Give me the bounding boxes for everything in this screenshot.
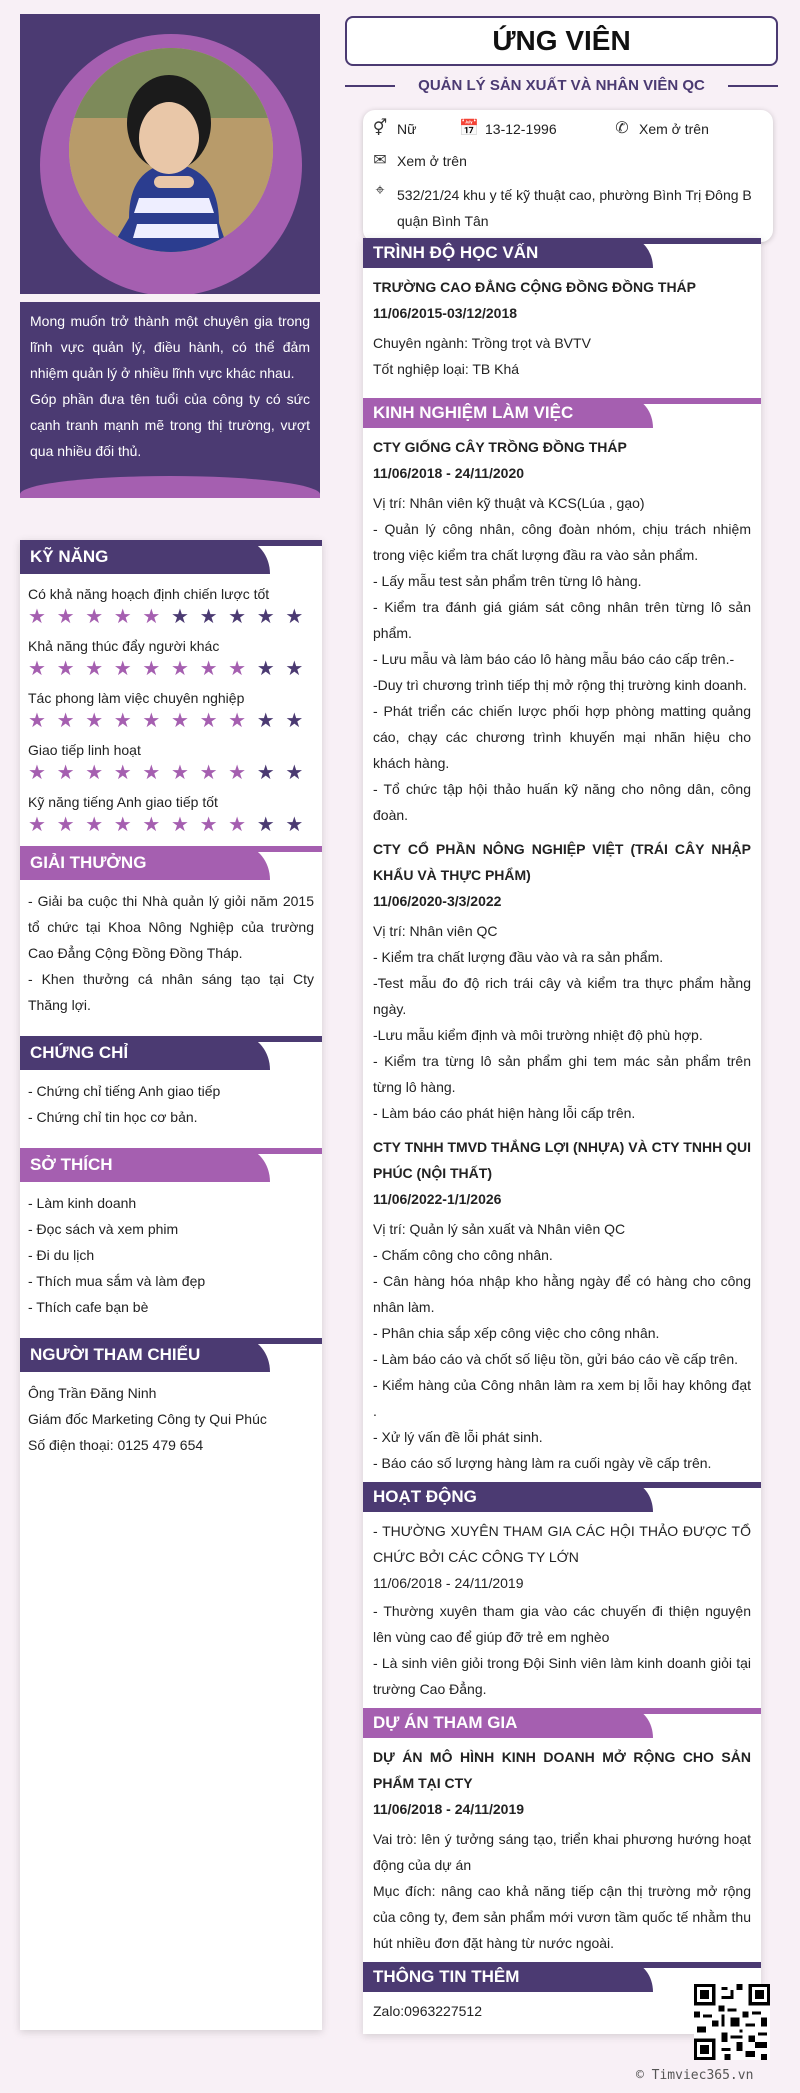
certificate-item: - Chứng chỉ tin học cơ bản.	[28, 1109, 198, 1125]
career-objective	[20, 302, 320, 498]
right-panel	[363, 238, 761, 2034]
job-detail: Vị trí: Quản lý sản xuất và Nhân viên QC	[373, 1221, 626, 1237]
star-icon: ★	[285, 658, 304, 680]
project-period: 11/06/2018 - 24/11/2019	[373, 1801, 525, 1817]
activity-period: 11/06/2018 - 24/11/2019	[373, 1575, 524, 1591]
job-title-row	[345, 72, 778, 100]
star-icon: ★	[285, 710, 304, 732]
job-detail: Vị trí: Nhân viên QC	[373, 923, 498, 939]
star-icon: ★	[256, 658, 275, 680]
star-icon: ★	[113, 814, 132, 836]
skill-rating	[28, 606, 314, 628]
calendar-icon: 📅	[459, 120, 479, 137]
reference-line: Ông Trần Đăng Ninh	[28, 1385, 157, 1401]
hobby-item: - Đọc sách và xem phim	[28, 1221, 179, 1237]
star-icon: ★	[56, 658, 75, 680]
education-line: Tốt nghiệp loại: TB Khá	[373, 361, 520, 377]
job-title: QUẢN LÝ SẢN XUẤT VÀ NHÂN VIÊN QC	[418, 77, 705, 94]
project-line: Vai trò: lên ý tưởng sáng tạo, triển khai phương hướng hoạt động của dự án	[373, 1831, 751, 1873]
star-icon: ★	[142, 762, 161, 784]
section-header-hobbies: SỞ THÍCH	[20, 1148, 322, 1182]
project-line: Mục đích: nâng cao khả năng tiếp cận thị trường mở rộng của công ty, đem sản phẩm mới vươn tầm quốc tế nhằm thu hút nhiều đơn đặt hàng từ nước ngoài.	[373, 1883, 751, 1951]
objective-line: Góp phần đưa tên tuổi của công ty có sức cạnh tranh mạnh mẽ trong thị trường, vượt qua nhiều đối thủ.	[30, 391, 310, 459]
job-detail: - Làm báo cáo và chốt số liệu tồn, gửi báo cáo về cấp trên.	[373, 1351, 739, 1367]
job-detail: - Phân chia sắp xếp công việc cho công nhân.	[373, 1325, 660, 1341]
award-item: - Khen thưởng cá nhân sáng tạo tại Cty Thăng lợi.	[28, 971, 314, 1013]
star-icon: ★	[113, 658, 132, 680]
award-item: - Giải ba cuộc thi Nhà quản lý giỏi năm 2015 tổ chức tại Khoa Nông Nghiệp của trường Cao Đẳng Cộng Đồng Đồng Tháp.	[28, 893, 314, 961]
skill-rating	[28, 710, 314, 732]
awards-list	[20, 888, 322, 1018]
star-icon: ★	[170, 606, 189, 628]
skill-rating	[28, 658, 314, 680]
experience-section	[363, 428, 761, 1482]
education-period: 11/06/2015-03/12/2018	[373, 305, 518, 321]
activity-line: - Là sinh viên giỏi trong Đội Sinh viên làm kinh doanh giỏi tại trường Cao Đẳng.	[373, 1655, 751, 1697]
star-icon: ★	[28, 710, 46, 732]
star-icon: ★	[28, 658, 46, 680]
projects-section	[363, 1738, 761, 1962]
star-icon: ★	[85, 762, 104, 784]
gender-value: Nữ	[397, 121, 417, 137]
certificate-item: - Chứng chỉ tiếng Anh giao tiếp	[28, 1083, 221, 1099]
star-icon: ★	[228, 606, 247, 628]
star-icon: ★	[85, 814, 104, 836]
reference-line: Số điện thoại: 0125 479 654	[28, 1437, 204, 1453]
footer-watermark: © Timviec365.vn	[636, 2068, 754, 2083]
star-icon: ★	[285, 814, 304, 836]
hobby-item: - Thích mua sắm và làm đẹp	[28, 1273, 206, 1289]
job-detail: - Lưu mẫu và làm báo cáo lô hàng mẫu báo cáo cấp trên.-	[373, 651, 735, 667]
skill-name: Tác phong làm việc chuyên nghiệp	[28, 690, 245, 706]
hobby-item: - Làm kinh doanh	[28, 1195, 137, 1211]
star-icon: ★	[170, 814, 189, 836]
section-header-more-info: THÔNG TIN THÊM	[363, 1962, 761, 1992]
qr-code-icon	[694, 1984, 770, 2060]
star-icon: ★	[113, 606, 132, 628]
section-header-certificates: CHỨNG CHỈ	[20, 1036, 322, 1070]
reference-line: Giám đốc Marketing Công ty Qui Phúc	[28, 1411, 267, 1427]
hobby-item: - Đi du lịch	[28, 1247, 95, 1263]
skill-rating	[28, 814, 314, 836]
hobbies-list	[20, 1190, 322, 1320]
star-icon: ★	[256, 710, 275, 732]
star-icon: ★	[199, 658, 218, 680]
phone-icon: ✆	[615, 120, 629, 137]
skill-name: Kỹ năng tiếng Anh giao tiếp tốt	[28, 794, 218, 810]
company-name: CTY TNHH TMVD THẮNG LỢI (NHỰA) VÀ CTY TNHH QUI PHÚC (NỘI THẤT)	[373, 1139, 751, 1181]
star-icon: ★	[56, 814, 75, 836]
star-icon: ★	[170, 710, 189, 732]
hobby-item: - Thích cafe bạn bè	[28, 1299, 149, 1315]
star-icon: ★	[256, 762, 275, 784]
contact-card	[363, 110, 773, 242]
dob-value: 13-12-1996	[485, 121, 557, 137]
decorative-wave	[20, 476, 320, 498]
star-icon: ★	[256, 814, 275, 836]
section-header-activities: HOẠT ĐỘNG	[363, 1482, 761, 1512]
job-detail: - Làm báo cáo phát hiện hàng lỗi cấp trên.	[373, 1105, 636, 1121]
activities-section	[363, 1512, 761, 1708]
section-header-awards: GIẢI THƯỞNG	[20, 846, 322, 880]
star-icon: ★	[142, 606, 161, 628]
star-icon: ★	[170, 762, 189, 784]
star-icon: ★	[285, 606, 304, 628]
references-list	[20, 1380, 322, 1458]
section-header-projects: DỰ ÁN THAM GIA	[363, 1708, 761, 1738]
job-period: 11/06/2018 - 24/11/2020	[373, 465, 525, 481]
email-icon: ✉	[373, 152, 387, 169]
star-icon: ★	[142, 710, 161, 732]
skill-name: Khả năng thúc đẩy người khác	[28, 638, 220, 654]
phone-value[interactable]: Xem ở trên	[639, 121, 709, 137]
job-detail: - Quản lý công nhân, công đoàn nhóm, chịu trách nhiệm trong việc kiểm tra chất lượng đầu ra vào sản phẩm.	[373, 521, 751, 563]
job-detail: - Kiểm tra chất lượng đầu vào và ra sản phẩm.	[373, 949, 664, 965]
company-name: CTY CỔ PHẦN NÔNG NGHIỆP VIỆT (TRÁI CÂY NHẬP KHẨU VÀ THỰC PHẨM)	[373, 841, 751, 883]
job-detail: - Kiểm hàng của Công nhân làm ra xem bị lỗi hay không đạt .	[373, 1377, 751, 1419]
job-detail: - Chấm công cho công nhân.	[373, 1247, 553, 1263]
gender-icon: ⚥	[372, 120, 388, 137]
left-panel	[20, 540, 322, 2030]
activity-heading: - THƯỜNG XUYÊN THAM GIA CÁC HỘI THẢO ĐƯỢC TỔ CHỨC BỞI CÁC CÔNG TY LỚN	[373, 1523, 751, 1565]
section-header-references: NGƯỜI THAM CHIẾU	[20, 1338, 322, 1372]
job-detail: - Kiểm tra từng lô sản phẩm ghi tem mác sản phẩm trên từng lô hàng.	[373, 1053, 751, 1095]
star-icon: ★	[85, 606, 104, 628]
star-icon: ★	[56, 606, 75, 628]
zalo-contact: Zalo:0963227512	[373, 2003, 482, 2019]
job-detail: - Tổ chức tập hội thảo huấn kỹ năng cho nông dân, công đoàn.	[373, 781, 751, 823]
avatar-panel	[20, 14, 320, 294]
star-icon: ★	[85, 710, 104, 732]
star-icon: ★	[113, 710, 132, 732]
skills-list	[20, 582, 322, 836]
candidate-name: ỨNG VIÊN	[345, 16, 778, 66]
address-line: quận Bình Tân	[397, 213, 489, 229]
star-icon: ★	[199, 606, 218, 628]
job-detail: - Kiểm tra đánh giá giám sát công nhân trên từng lô sản phẩm.	[373, 599, 751, 641]
education-section	[363, 268, 761, 388]
job-detail: -Lưu mẫu kiểm định và môi trường nhiệt độ phù hợp.	[373, 1027, 703, 1043]
avatar	[69, 48, 273, 252]
section-header-skills: KỸ NĂNG	[20, 540, 322, 574]
star-icon: ★	[199, 710, 218, 732]
star-icon: ★	[256, 606, 275, 628]
school-name: TRƯỜNG CAO ĐẲNG CỘNG ĐỒNG ĐỒNG THÁP	[373, 279, 696, 295]
job-detail: -Test mẫu đo độ rich trái cây và kiểm tra thực phẩm hằng ngày.	[373, 975, 751, 1017]
section-header-education: TRÌNH ĐỘ HỌC VẤN	[363, 238, 761, 268]
project-name: DỰ ÁN MÔ HÌNH KINH DOANH MỞ RỘNG CHO SẢN PHẨM TẠI CTY	[373, 1749, 751, 1791]
star-icon: ★	[56, 762, 75, 784]
location-icon: ⌖	[375, 182, 385, 199]
star-icon: ★	[85, 658, 104, 680]
skill-name: Giao tiếp linh hoạt	[28, 742, 141, 758]
star-icon: ★	[285, 762, 304, 784]
job-detail: -Duy trì chương trình tiếp thị mở rộng thị trường kinh doanh.	[373, 677, 747, 693]
skill-name: Có khả năng hoạch định chiến lược tốt	[28, 586, 270, 602]
address-line: 532/21/24 khu y tế kỹ thuật cao, phường Bình Trị Đông B	[397, 187, 752, 203]
job-detail: - Phát triển các chiến lược phối hợp phòng matting quảng cáo, chạy các chương trình khuyến mại nhãn hiệu cho khách hàng.	[373, 703, 751, 771]
star-icon: ★	[228, 814, 247, 836]
job-detail: - Xử lý vấn đề lỗi phát sinh.	[373, 1429, 543, 1445]
activity-line: - Thường xuyên tham gia vào các chuyến đi thiện nguyện lên vùng cao để giúp đỡ trẻ em nghèo	[373, 1603, 751, 1645]
company-name: CTY GIỐNG CÂY TRỒNG ĐỒNG THÁP	[373, 439, 627, 455]
objective-line: Mong muốn trở thành một chuyên gia trong lĩnh vực quản lý, điều hành, có thể đảm nhiệm quản lý ở nhiều lĩnh vực khác nhau.	[30, 313, 310, 381]
job-detail: - Lấy mẫu test sản phẩm trên từng lô hàng.	[373, 573, 642, 589]
job-detail: - Báo cáo số lượng hàng làm ra cuối ngày về cấp trên.	[373, 1455, 712, 1471]
star-icon: ★	[228, 762, 247, 784]
star-icon: ★	[228, 710, 247, 732]
certificates-list	[20, 1078, 322, 1130]
education-line: Chuyên ngành: Trồng trọt và BVTV	[373, 335, 591, 351]
job-detail: Vị trí: Nhân viên kỹ thuật và KCS(Lúa , gạo)	[373, 495, 645, 511]
star-icon: ★	[142, 814, 161, 836]
star-icon: ★	[170, 658, 189, 680]
section-header-experience: KINH NGHIỆM LÀM VIỆC	[363, 398, 761, 428]
star-icon: ★	[228, 658, 247, 680]
star-icon: ★	[28, 762, 46, 784]
job-period: 11/06/2020-3/3/2022	[373, 893, 502, 909]
email-value[interactable]: Xem ở trên	[397, 153, 467, 169]
star-icon: ★	[142, 658, 161, 680]
skill-rating	[28, 762, 314, 784]
star-icon: ★	[199, 814, 218, 836]
job-period: 11/06/2022-1/1/2026	[373, 1191, 502, 1207]
star-icon: ★	[199, 762, 218, 784]
star-icon: ★	[113, 762, 132, 784]
star-icon: ★	[28, 606, 46, 628]
star-icon: ★	[56, 710, 75, 732]
job-detail: - Cân hàng hóa nhập kho hằng ngày để có hàng cho công nhân làm.	[373, 1273, 751, 1315]
star-icon: ★	[28, 814, 46, 836]
